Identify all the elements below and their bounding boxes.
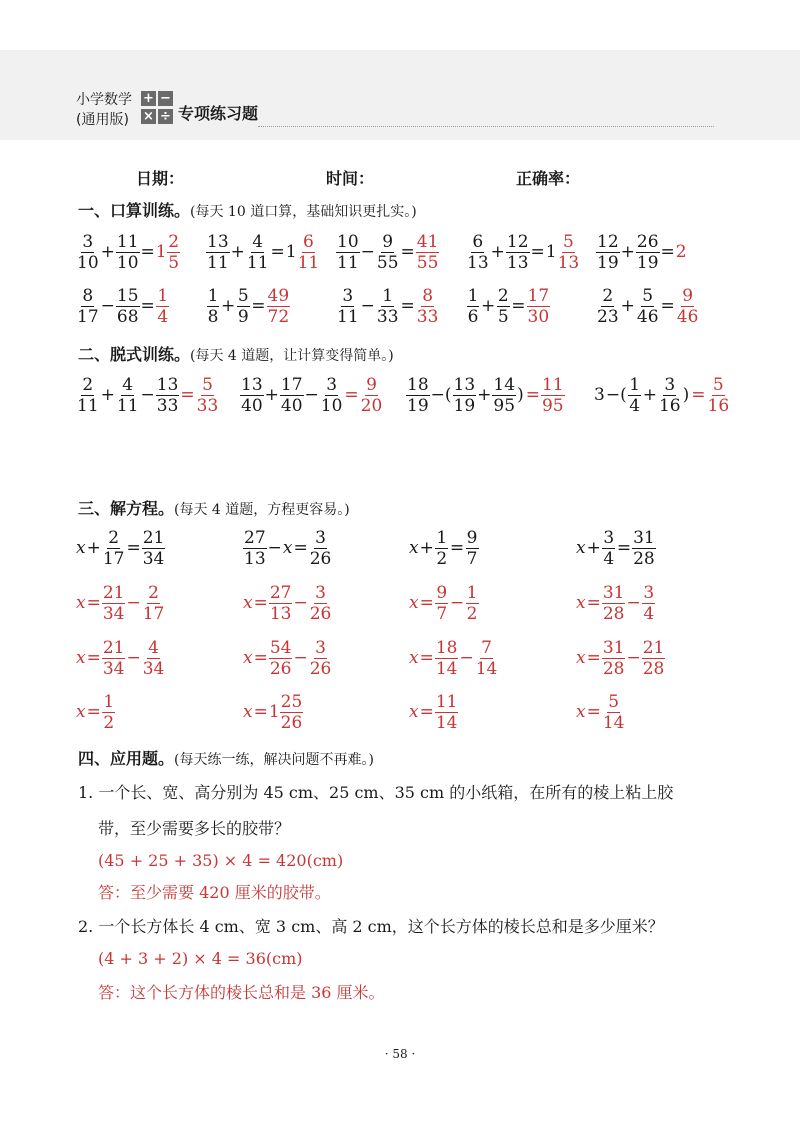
section-title-text: 二、脱式训练。	[78, 345, 191, 364]
stepwise-problem: 3−( $\frac{1}{4}$ + $\frac{3}{16}$ ) = $\frac{5}{16}$	[594, 375, 730, 416]
section-2-title	[78, 342, 394, 365]
problem-2-line1: 2. 一个长方体长 4 cm、宽 3 cm、高 2 cm，这个长方体的棱长总和是多少厘米？	[78, 917, 664, 936]
times-icon: ×	[141, 109, 156, 124]
stepwise-problem: $\frac{18}{19}$ −( $\frac{13}{19}$ + $\frac{14}{95}$ ) = $\frac{11}{95}$	[407, 375, 564, 416]
equation: x+ $\frac{2}{17}$ = $\frac{21}{34}$	[76, 528, 165, 569]
time-label: 时间：	[326, 169, 375, 188]
equation-step: x= $\frac{27}{13}$ − $\frac{3}{26}$	[243, 583, 332, 624]
section-3-title	[78, 496, 350, 519]
section-1-title	[78, 198, 417, 221]
stepwise-problem: $\frac{2}{11}$ + $\frac{4}{11}$ − $\frac{13}{33}$ = $\frac{5}{33}$	[77, 375, 219, 416]
oral-problem: $\frac{8}{17}$ − $\frac{15}{68}$ = $\frac{1}{4}$	[77, 286, 169, 327]
section-note: (每天 10 道口算，基础知识更扎实。)	[190, 204, 417, 220]
oral-problem: $\frac{10}{11}$ − $\frac{9}{55}$ = $\frac{41}{55}$	[337, 232, 439, 273]
edition-label: (通用版)	[76, 112, 129, 128]
equation-result: x= $\frac{5}{14}$	[576, 692, 625, 733]
section-note: (每天练一练，解决问题不再难。)	[174, 752, 374, 768]
section-title-text: 一、口算训练。	[78, 201, 191, 220]
page-title: 专项练习题	[178, 104, 259, 123]
stepwise-problem: $\frac{13}{40}$ + $\frac{17}{40}$ − $\frac{3}{10}$ = $\frac{9}{20}$	[241, 375, 383, 416]
equation-step: x= $\frac{21}{34}$ − $\frac{2}{17}$	[76, 583, 165, 624]
page-number: · 58 ·	[384, 1047, 416, 1061]
equation-step: x= $\frac{21}{34}$ − $\frac{4}{34}$	[76, 638, 165, 679]
oral-problem: $\frac{1}{8}$ + $\frac{5}{9}$ = $\frac{49}{72}$	[207, 286, 290, 327]
equation-step: x= $\frac{9}{7}$ − $\frac{1}{2}$	[409, 583, 478, 624]
equation-step: x= $\frac{31}{28}$ − $\frac{3}{4}$	[576, 583, 655, 624]
oral-problem: $\frac{2}{23}$ + $\frac{5}{46}$ = $\frac{9}{46}$	[597, 286, 699, 327]
section-title-text: 四、应用题。	[78, 749, 175, 768]
oral-problem: $\frac{3}{10}$ + $\frac{11}{10}$ =1 $\frac{2}{5}$	[77, 232, 180, 273]
equation-result: x= $\frac{1}{2}$	[76, 692, 115, 733]
section-note: (每天 4 道题，方程更容易。)	[174, 502, 350, 518]
problem-1-line2: 带，至少需要多长的胶带？	[98, 819, 291, 838]
book-label	[76, 90, 132, 130]
oral-problem: $\frac{12}{19}$ + $\frac{26}{19}$ =2	[597, 232, 687, 273]
equation: x+ $\frac{3}{4}$ = $\frac{31}{28}$	[576, 528, 655, 569]
problem-1-line1: 1. 一个长、宽、高分别为 45 cm、25 cm、35 cm 的小纸箱，在所有的棱上粘上胶	[78, 783, 674, 802]
equation: $\frac{27}{13}$ −x= $\frac{3}{26}$	[244, 528, 332, 569]
operator-icons	[141, 91, 175, 127]
problem-1-calc: (45 + 25 + 35) × 4 = 420(cm)	[98, 851, 344, 870]
equation-result: x=1 $\frac{25}{26}$	[243, 692, 303, 733]
section-title-text: 三、解方程。	[78, 499, 175, 518]
plus-icon: +	[141, 91, 156, 106]
section-note: (每天 4 道题，让计算变得简单。)	[190, 348, 394, 364]
section-4-title	[78, 746, 374, 769]
equation-result: x= $\frac{11}{14}$	[409, 692, 458, 733]
problem-2-answer: 答：这个长方体的棱长总和是 36 厘米。	[98, 983, 385, 1002]
subject-label: 小学数学	[76, 92, 132, 108]
equation-step: x= $\frac{18}{14}$ − $\frac{7}{14}$	[409, 638, 498, 679]
equation-step: x= $\frac{31}{28}$ − $\frac{21}{28}$	[576, 638, 665, 679]
accuracy-label: 正确率：	[516, 169, 581, 188]
equation-step: x= $\frac{54}{26}$ − $\frac{3}{26}$	[243, 638, 332, 679]
minus-icon: −	[158, 91, 173, 106]
oral-problem: $\frac{3}{11}$ − $\frac{1}{33}$ = $\frac{8}{33}$	[337, 286, 439, 327]
oral-problem: $\frac{6}{13}$ + $\frac{12}{13}$ =1 $\frac{5}{13}$	[467, 232, 580, 273]
problem-1-answer: 答：至少需要 420 厘米的胶带。	[98, 883, 331, 902]
oral-problem: $\frac{13}{11}$ + $\frac{4}{11}$ =1 $\frac{6}{11}$	[207, 232, 320, 273]
oral-problem: $\frac{1}{6}$ + $\frac{2}{5}$ = $\frac{17}{30}$	[467, 286, 550, 327]
problem-2-calc: (4 + 3 + 2) × 4 = 36(cm)	[98, 949, 303, 968]
header-divider	[258, 126, 714, 127]
divide-icon: ÷	[158, 109, 173, 124]
equation: x+ $\frac{1}{2}$ = $\frac{9}{7}$	[409, 528, 478, 569]
date-label: 日期：	[136, 169, 185, 188]
